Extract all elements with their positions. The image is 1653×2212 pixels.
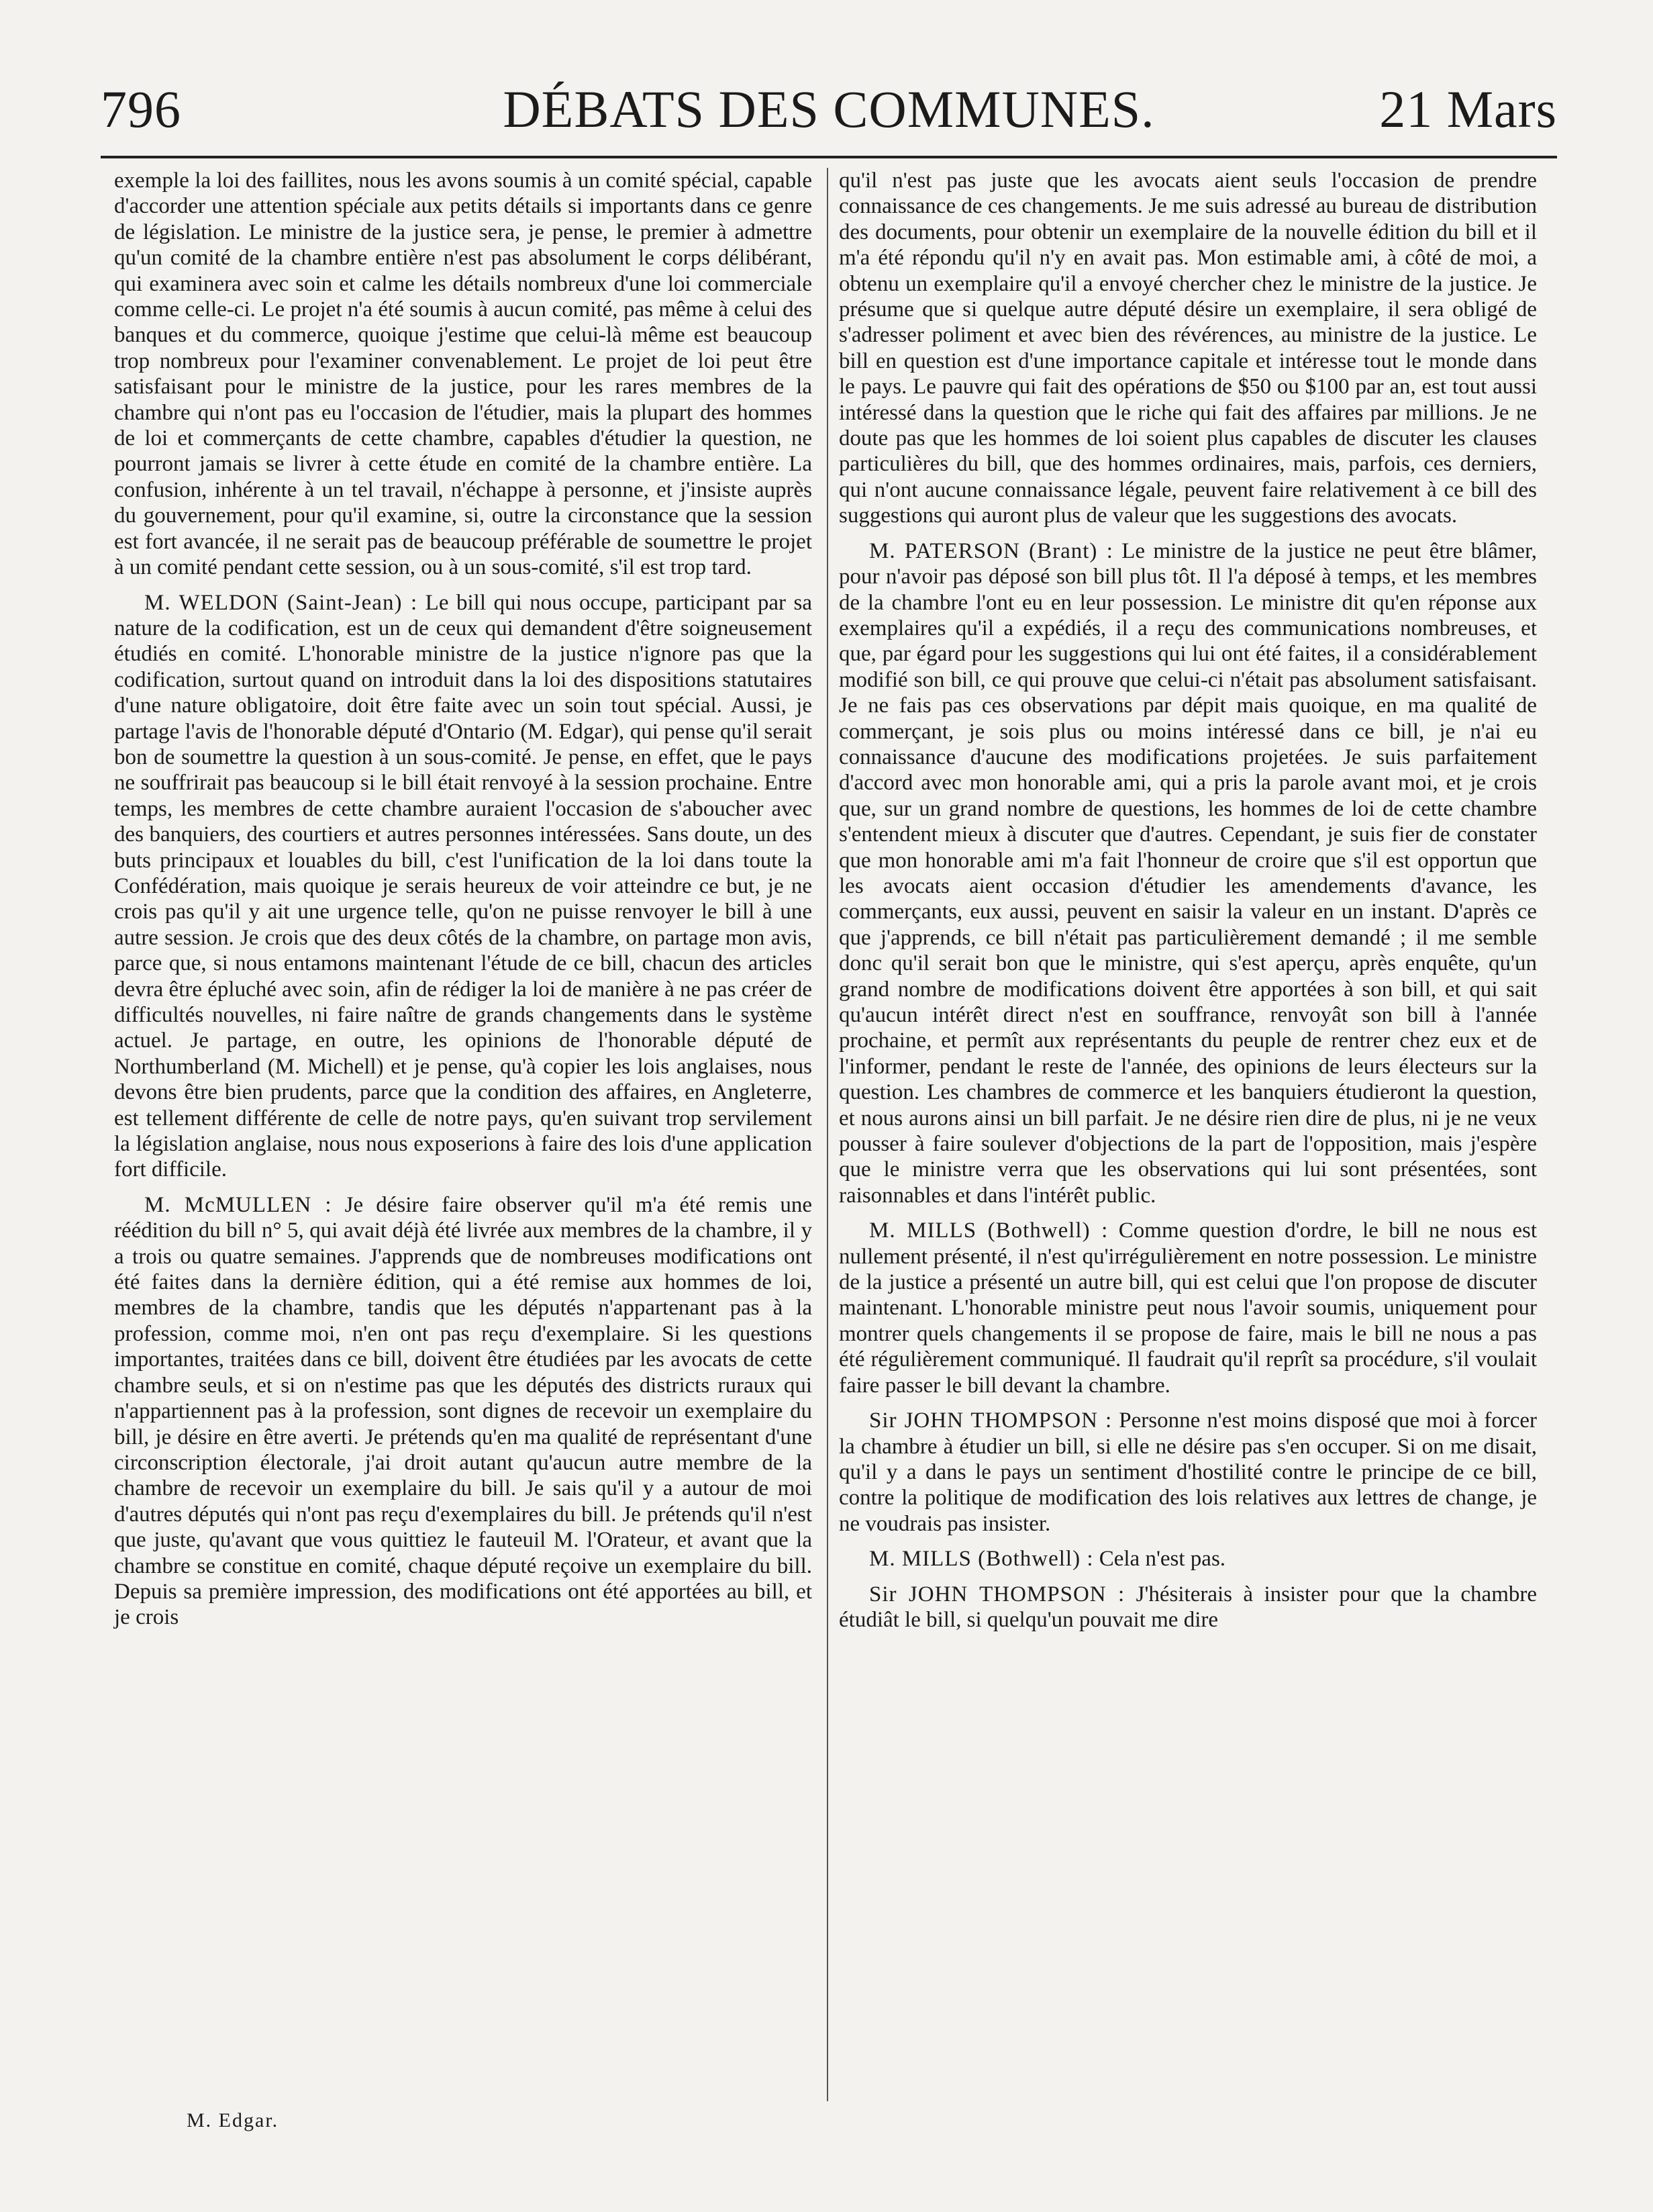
speaker-name: Sir JOHN THOMPSON : [869, 1582, 1125, 1606]
page-number: 796 [101, 80, 181, 138]
speaker-name: M. McMULLEN : [144, 1192, 332, 1217]
paragraph-text: Le bill qui nous occupe, participant par sa nature de la codification, est un de ceux qui demandent d'être soigneusement étudiés en comité. L'honorable ministre de la justice n'ignore pas que la codification, surtout quand on introduit dans la loi des dispositions statutaires d'une nature obligatoire, doit être faite avec un soin tout spécial. Aussi, je partage l'avis de l'honorable député d'Ontario (M. Edgar), qui pense qu'il serait bon de soumettre la question à un sous-comité. Je pense, en effet, que le pays ne souffrirait pas beaucoup si le bill était renvoyé à la session prochaine. Entre temps, les membres de cette chambre auraient l'occasion de s'aboucher avec des banquiers, des courtiers et autres personnes intéressées. Sans doute, un des buts principaux et louables du bill, c'est l'unification de la loi dans toute la Confédération, mais quoique je serais heureux de voir atteindre ce but, je ne crois pas qu'il y ait une urgence telle, qu'on ne puisse renvoyer le bill à une autre session. Je crois que des deux côtés de la chambre, on partage mon avis, parce que, si nous entamons maintenant l'étude de ce bill, chacun des articles devra être épluché avec soin, afin de rédiger la loi de manière à ne pas créer de difficultés nouvelles, ni faire naître de grands changements dans le système actuel. Je partage, en outre, les opinions de l'honorable député de Northumberland (M. Michell) et je pense, qu'à copier les lois anglaises, nous devons être bien prudents, parce que la condition des affaires, en Angleterre, est tellement différente de celle de notre pays, qu'en suivant trop servilement la législation anglaise, nous nous exposerions à faire des lois d'une application fort difficile. [114, 590, 813, 1182]
speaker-name: M. PATERSON (Brant) : [869, 538, 1113, 563]
paragraph [839, 1546, 1537, 1572]
paragraph [839, 1218, 1537, 1398]
speaker-name: M. MILLS (Bothwell) : [869, 1218, 1109, 1243]
paragraph [114, 168, 812, 581]
left-column [114, 168, 812, 1640]
paragraph-text: exemple la loi des faillites, nous les avons soumis à un comité spécial, capable d'accorder une attention spéciale aux petits détails si importants dans ce genre de législation. Le ministre de la justice sera, je pense, le premier à admettre qu'un comité de la chambre entière n'est pas absolument le corps délibérant, qui examinera avec soin et calme les détails nombreux d'une loi commerciale comme celle-ci. Le projet n'a été soumis à aucun comité, pas même à celui des banques et du commerce, quoique j'estime que celui-là même est beaucoup trop nombreux pour l'examiner convenablement. Le projet de loi peut être satisfaisant pour le ministre de la justice, pour les rares membres de la chambre qui n'ont pas eu l'occasion de l'étudier, mais la plupart des hommes de loi et commerçants de cette chambre, capables d'étudier la question, ne pourront jamais se livrer à cette étude en comité de la chambre entière. La confusion, inhérente à un tel travail, n'échappe à personne, et j'insiste auprès du gouvernement, pour qu'il examine, si, outre la circonstance que la session est fort avancée, il ne serait pas de beaucoup préférable de soumettre le projet à un comité pendant cette session, ou à un sous-comité, s'il est trop tard. [114, 169, 812, 580]
paragraph-text: Cela n'est pas. [1099, 1547, 1226, 1572]
paragraph-text: Je désire faire observer qu'il m'a été remis une réédition du bill n° 5, qui avait déjà été livrée aux membres de la chambre, il y a trois ou quatre semaines. J'apprends que de nombreuses modifications ont été faites dans la dernière édition, qui a été remise aux hommes de loi, membres de la chambre, tandis que les députés n'appartenant pas à la profession, comme moi, n'en ont pas reçu d'exemplaire. Si les questions importantes, traitées dans ce bill, doivent être étudiées par les avocats de cette chambre seuls, et si on n'estime pas que les députés des districts ruraux qui n'appartiennent pas à la profession, sont dignes de recevoir un exemplaire du bill, je désire en être averti. Je prétends qu'en ma qualité de représentant d'une circonscription électorale, j'ai droit autant qu'aucun autre membre de la chambre de recevoir un exemplaire du bill. Je sais qu'il y a autour de moi d'autres députés qui n'ont pas reçu d'exemplaires du bill. Je prétends qu'il n'est que juste, qu'avant que vous quittiez le fauteuil M. l'Orateur, et avant que la chambre se constitue en comité, chaque député reçoive un exemplaire du bill. Depuis sa première impression, des modifications ont été apportées au bill, et je crois [114, 1192, 813, 1630]
paragraph-text: qu'il n'est pas juste que les avocats aient seuls l'occasion de prendre connaissance de ces changements. Je me suis adressé au bureau de distribution des documents, pour obtenir un exemplaire de la nouvelle édition du bill et il m'a été répondu qu'il n'y en avait pas. Mon estimable ami, à côté de moi, a obtenu un exemplaire qu'il a envoyé chercher chez le ministre de la justice. Je présume que si quelque autre député désire un exemplaire, il sera obligé de s'adresser poliment et avec bien des révérences, au ministre de la justice. Le bill en question est d'une importance capitale et intéresse tout le monde dans le pays. Le pauvre qui fait des opérations de $50 ou $100 par an, est tout aussi intéressé dans la question que le riche qui fait des affaires par millions. Je ne doute pas que les hommes de loi soient plus capables de discuter les clauses particulières du bill, que des hommes ordinaires, mais, parfois, ces derniers, qui n'ont aucune connaissance légale, peuvent faire relativement à ce bill des suggestions qui auront plus de valeur que les suggestions des avocats. [839, 169, 1537, 528]
page-header [101, 79, 1557, 153]
paragraph-text: Le ministre de la justice ne peut être blâmer, pour n'avoir pas déposé son bill plus tôt. Il l'a déposé à temps, et les membres de la chambre l'ont eu en leur possession. Le ministre dit qu'en réponse aux exemplaires qu'il a expédiés, il a reçu des communications nombreuses, et que, par égard pour les suggestions qui lui ont été faites, il a considérablement modifié son bill, ce qui prouve que celui-ci n'était pas absolument satisfaisant. Je ne fais pas ces observations par dépit mais quoique, en ma qualité de commerçant, je sois plus ou moins intéressé dans ce bill, je n'ai eu connaissance d'aucune des modifications projetées. Je suis parfaitement d'accord avec mon honorable ami, qui a pris la parole avant moi, et je crois que, sur un grand nombre de questions, les hommes de loi de cette chambre s'entendent mieux à discuter que d'autres. Cependant, je suis fier de constater que mon honorable ami m'a fait l'honneur de croire que s'il est opportun que les avocats aient occasion d'étudier les amendements d'avance, les commerçants, eux aussi, peuvent en saisir la valeur en un instant. D'après ce que j'apprends, ce bill n'était pas particulièrement demandé ; il me semble donc qu'il serait bon que le ministre, qui s'est aperçu, après enquête, qu'un grand nombre de modifications doivent être apportées à son bill, et qui sait qu'aucun intérêt direct n'est en souffrance, renvoyât son bill à l'année prochaine, et permît aux représentants du peuple de rentrer chez eux et de l'informer, pendant le reste de l'année, des opinions de leurs électeurs sur la question. Les chambres de commerce et les banquiers étudieront la question, et nous aurons ainsi un bill parfait. Je ne désire rien dire de plus, ni je ne veux pousser à faire soulever d'objections de la part de l'opposition, mais j'espère que le ministre verra que les observations qui lui sont présentées, sont raisonnables et dans l'intérêt public. [839, 538, 1537, 1208]
header-rule [101, 156, 1557, 158]
paragraph [839, 168, 1537, 529]
paragraph-text: J'hésiterais à insister pour que la chambre étudiât le bill, si quelqu'un pouvait me dire [839, 1582, 1538, 1632]
footnote: M. Edgar. [187, 2109, 279, 2131]
speaker-name: M. WELDON (Saint-Jean) : [144, 590, 418, 615]
paragraph-text: Comme question d'ordre, le bill ne nous est nullement présenté, il n'est qu'irrégulièrement en notre possession. Le ministre de la justice a présenté un autre bill, qui est celui que l'on propose de discuter maintenant. L'honorable ministre peut nous l'avoir soumis, uniquement pour montrer quels changements il se propose de faire, mais le bill ne nous a pas été régulièrement communiqué. Il faudrait qu'il reprît sa procédure, s'il voulait faire passer le bill devant la chambre. [839, 1218, 1537, 1398]
column-divider [827, 168, 828, 2101]
paragraph [839, 538, 1537, 1209]
speaker-name: M. MILLS (Bothwell) : [869, 1547, 1094, 1572]
paragraph [114, 590, 812, 1183]
paragraph [839, 1408, 1537, 1537]
paragraph [839, 1582, 1537, 1633]
page-date: 21 Mars [1379, 80, 1557, 138]
paragraph-text: Personne n'est moins disposé que moi à forcer la chambre à étudier un bill, si elle ne désire pas s'en occuper. Si on me disait, qu'il y a dans le pays un sentiment d'hostilité contre le principe de ce bill, contre la politique de modification des lois relatives aux lettres de change, je ne voudrais pas insister. [839, 1408, 1538, 1536]
paragraph [114, 1192, 812, 1631]
speaker-name: Sir JOHN THOMPSON : [869, 1408, 1113, 1433]
page-title: DÉBATS DES COMMUNES. [503, 80, 1155, 138]
right-column [839, 168, 1537, 1642]
